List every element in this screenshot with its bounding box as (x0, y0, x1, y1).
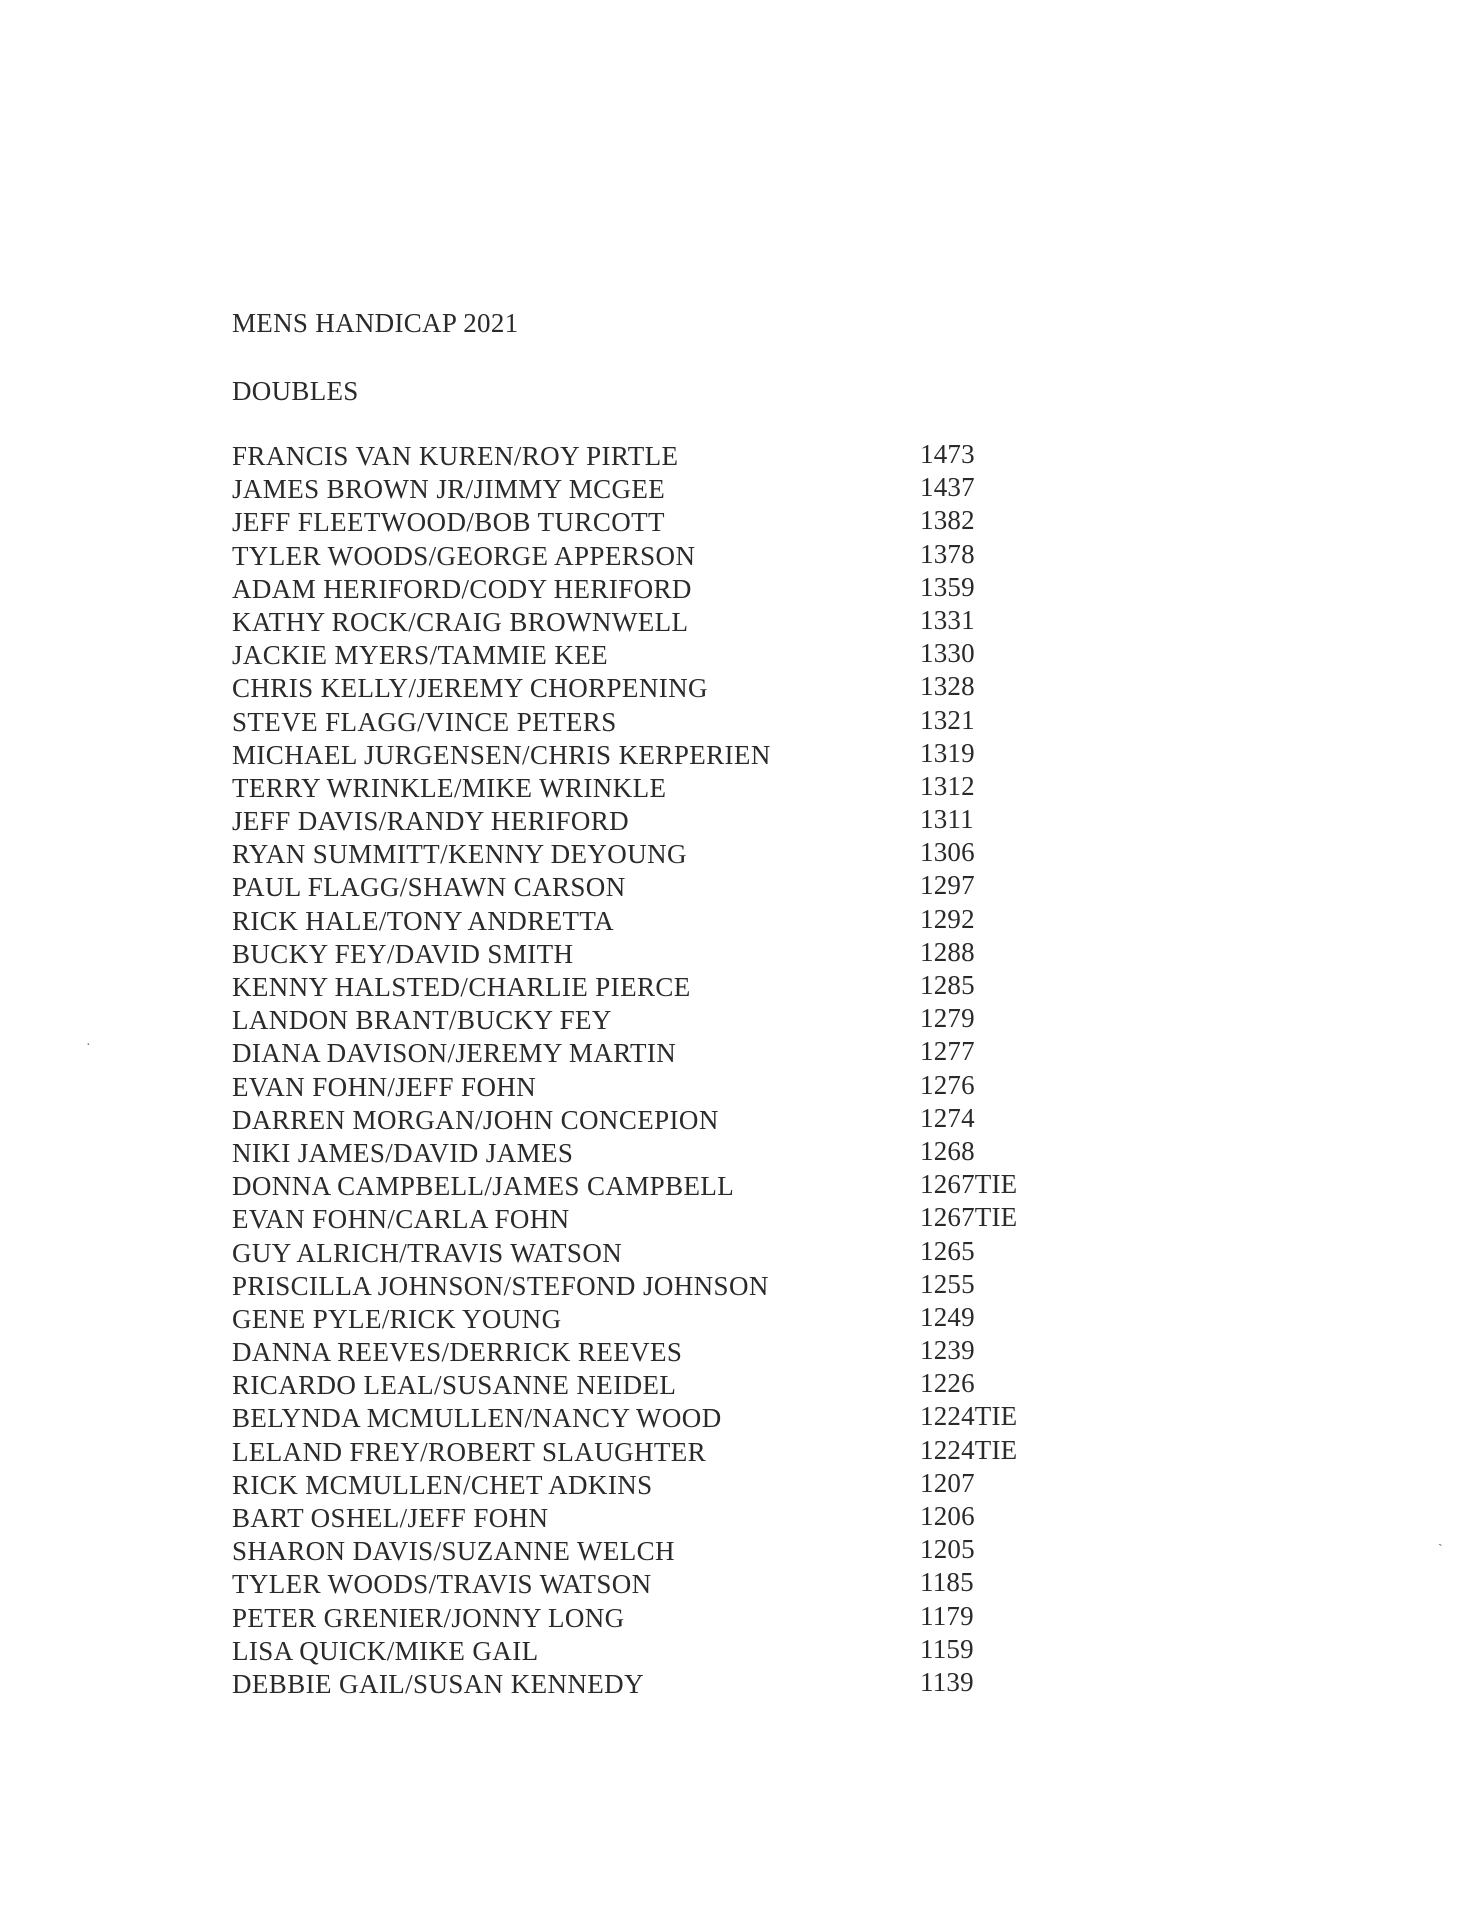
team-names: JACKIE MYERS/TAMMIE KEE (232, 640, 609, 671)
team-score: 1226 (920, 1368, 975, 1399)
team-score: 1285 (920, 970, 975, 1000)
team-names: JEFF DAVIS/RANDY HERIFORD (232, 806, 630, 837)
team-names: SHARON DAVIS/SUZANNE WELCH (232, 1536, 675, 1567)
team-score: 1255 (920, 1268, 975, 1299)
result-row (232, 573, 1072, 606)
team-names: LISA QUICK/MIKE GAIL (232, 1635, 539, 1666)
result-row (232, 1037, 1072, 1070)
result-row (232, 905, 1072, 938)
team-names: RICARDO LEAL/SUSANNE NEIDEL (232, 1370, 677, 1401)
result-row (232, 971, 1072, 1004)
team-score: 1207 (920, 1467, 975, 1498)
team-names: DEBBIE GAIL/SUSAN KENNEDY (232, 1668, 644, 1699)
team-names: NIKI JAMES/DAVID JAMES (232, 1137, 574, 1168)
result-row (232, 838, 1072, 871)
result-row (232, 1568, 1072, 1601)
team-score: 1276 (920, 1069, 975, 1100)
team-score: 1224TIE (920, 1401, 1018, 1432)
team-score: 1279 (920, 1003, 975, 1034)
team-score: 1205 (920, 1534, 975, 1565)
team-score: 1437 (920, 472, 975, 503)
result-row (232, 1402, 1072, 1435)
result-row (232, 739, 1072, 772)
team-names: DARREN MORGAN/JOHN CONCEPION (232, 1104, 719, 1135)
team-names: PRISCILLA JOHNSON/STEFOND JOHNSON (232, 1270, 769, 1301)
team-names: RYAN SUMMITT/KENNY DEYOUNG (232, 839, 687, 870)
result-row (232, 1071, 1072, 1104)
team-score: 1378 (920, 538, 975, 569)
team-names: GENE PYLE/RICK YOUNG (232, 1303, 562, 1334)
team-names: EVAN FOHN/JEFF FOHN (232, 1071, 537, 1102)
scan-speck: · (86, 1038, 91, 1053)
team-score: 1268 (920, 1135, 975, 1166)
team-score: 1179 (920, 1600, 974, 1631)
team-names: ADAM HERIFORD/CODY HERIFORD (232, 573, 692, 604)
team-names: PETER GRENIER/JONNY LONG (232, 1602, 625, 1633)
team-names: JAMES BROWN JR/JIMMY MCGEE (232, 474, 666, 505)
result-row (232, 1336, 1072, 1369)
result-row (232, 1436, 1072, 1469)
team-names: STEVE FLAGG/VINCE PETERS (232, 706, 617, 737)
result-row (232, 672, 1072, 705)
team-score: 1277 (920, 1036, 975, 1067)
results-list (232, 440, 1072, 1701)
team-names: RICK MCMULLEN/CHET ADKINS (232, 1469, 653, 1500)
team-names: JEFF FLEETWOOD/BOB TURCOTT (232, 507, 665, 538)
result-row (232, 1270, 1072, 1303)
team-score: 1311 (920, 804, 974, 835)
result-row (232, 506, 1072, 539)
result-row (232, 606, 1072, 639)
result-row (232, 1668, 1072, 1701)
team-score: 1224TIE (920, 1434, 1018, 1465)
result-row (232, 805, 1072, 838)
team-score: 1267TIE (920, 1169, 1018, 1200)
team-score: 1265 (920, 1235, 975, 1266)
team-score: 1239 (920, 1335, 975, 1366)
team-score: 1159 (920, 1633, 974, 1664)
team-names: DANNA REEVES/DERRICK REEVES (232, 1337, 683, 1368)
team-score: 1249 (920, 1301, 975, 1332)
result-row (232, 1535, 1072, 1568)
team-names: TYLER WOODS/TRAVIS WATSON (232, 1569, 652, 1600)
result-row (232, 540, 1072, 573)
team-names: BELYNDA MCMULLEN/NANCY WOOD (232, 1403, 722, 1434)
result-row (232, 1303, 1072, 1336)
scan-speck: ˏ (1438, 1532, 1443, 1547)
result-row (232, 440, 1072, 473)
team-names: BART OSHEL/JEFF FOHN (232, 1503, 549, 1533)
result-row (232, 473, 1072, 506)
team-names: RICK HALE/TONY ANDRETTA (232, 905, 615, 936)
team-score: 1312 (920, 770, 975, 801)
document-subtitle: DOUBLES (232, 376, 359, 406)
team-score: 1382 (920, 505, 975, 536)
result-row (232, 1635, 1072, 1668)
team-score: 1328 (920, 671, 975, 702)
team-score: 1297 (920, 870, 975, 901)
team-names: BUCKY FEY/DAVID SMITH (232, 938, 574, 969)
team-score: 1306 (920, 837, 975, 868)
team-names: LELAND FREY/ROBERT SLAUGHTER (232, 1436, 707, 1467)
result-row (232, 1369, 1072, 1402)
team-score: 1206 (920, 1501, 975, 1531)
result-row (232, 1004, 1072, 1037)
document-title: MENS HANDICAP 2021 (232, 308, 519, 338)
team-score: 1185 (920, 1567, 974, 1598)
result-row (232, 871, 1072, 904)
team-score: 1292 (920, 903, 975, 934)
team-score: 1319 (920, 737, 975, 768)
result-row (232, 1602, 1072, 1635)
team-names: DONNA CAMPBELL/JAMES CAMPBELL (232, 1171, 735, 1202)
result-row (232, 706, 1072, 739)
result-row (232, 1203, 1072, 1236)
team-names: DIANA DAVISON/JEREMY MARTIN (232, 1038, 677, 1069)
team-names: PAUL FLAGG/SHAWN CARSON (232, 872, 626, 903)
result-row (232, 772, 1072, 805)
team-score: 1473 (920, 439, 975, 469)
team-names: LANDON BRANT/BUCKY FEY (232, 1005, 612, 1036)
team-names: TYLER WOODS/GEORGE APPERSON (232, 540, 696, 571)
result-row (232, 938, 1072, 971)
team-names: GUY ALRICH/TRAVIS WATSON (232, 1237, 623, 1268)
result-row (232, 1137, 1072, 1170)
team-score: 1274 (920, 1102, 975, 1133)
team-names: MICHAEL JURGENSEN/CHRIS KERPERIEN (232, 739, 771, 770)
result-row (232, 639, 1072, 672)
team-names: KENNY HALSTED/CHARLIE PIERCE (232, 972, 691, 1002)
team-score: 1321 (920, 704, 975, 735)
team-score: 1267TIE (920, 1202, 1018, 1233)
team-names: TERRY WRINKLE/MIKE WRINKLE (232, 772, 667, 803)
team-names: FRANCIS VAN KUREN/ROY PIRTLE (232, 441, 679, 471)
team-names: CHRIS KELLY/JEREMY CHORPENING (232, 673, 708, 704)
team-names: EVAN FOHN/CARLA FOHN (232, 1204, 570, 1235)
result-row (232, 1502, 1072, 1535)
team-score: 1288 (920, 936, 975, 967)
result-row (232, 1469, 1072, 1502)
team-score: 1330 (920, 638, 975, 669)
result-row (232, 1104, 1072, 1137)
team-names: KATHY ROCK/CRAIG BROWNWELL (232, 606, 689, 637)
team-score: 1359 (920, 571, 975, 602)
result-row (232, 1170, 1072, 1203)
team-score: 1139 (920, 1666, 974, 1697)
team-score: 1331 (920, 604, 975, 635)
result-row (232, 1237, 1072, 1270)
